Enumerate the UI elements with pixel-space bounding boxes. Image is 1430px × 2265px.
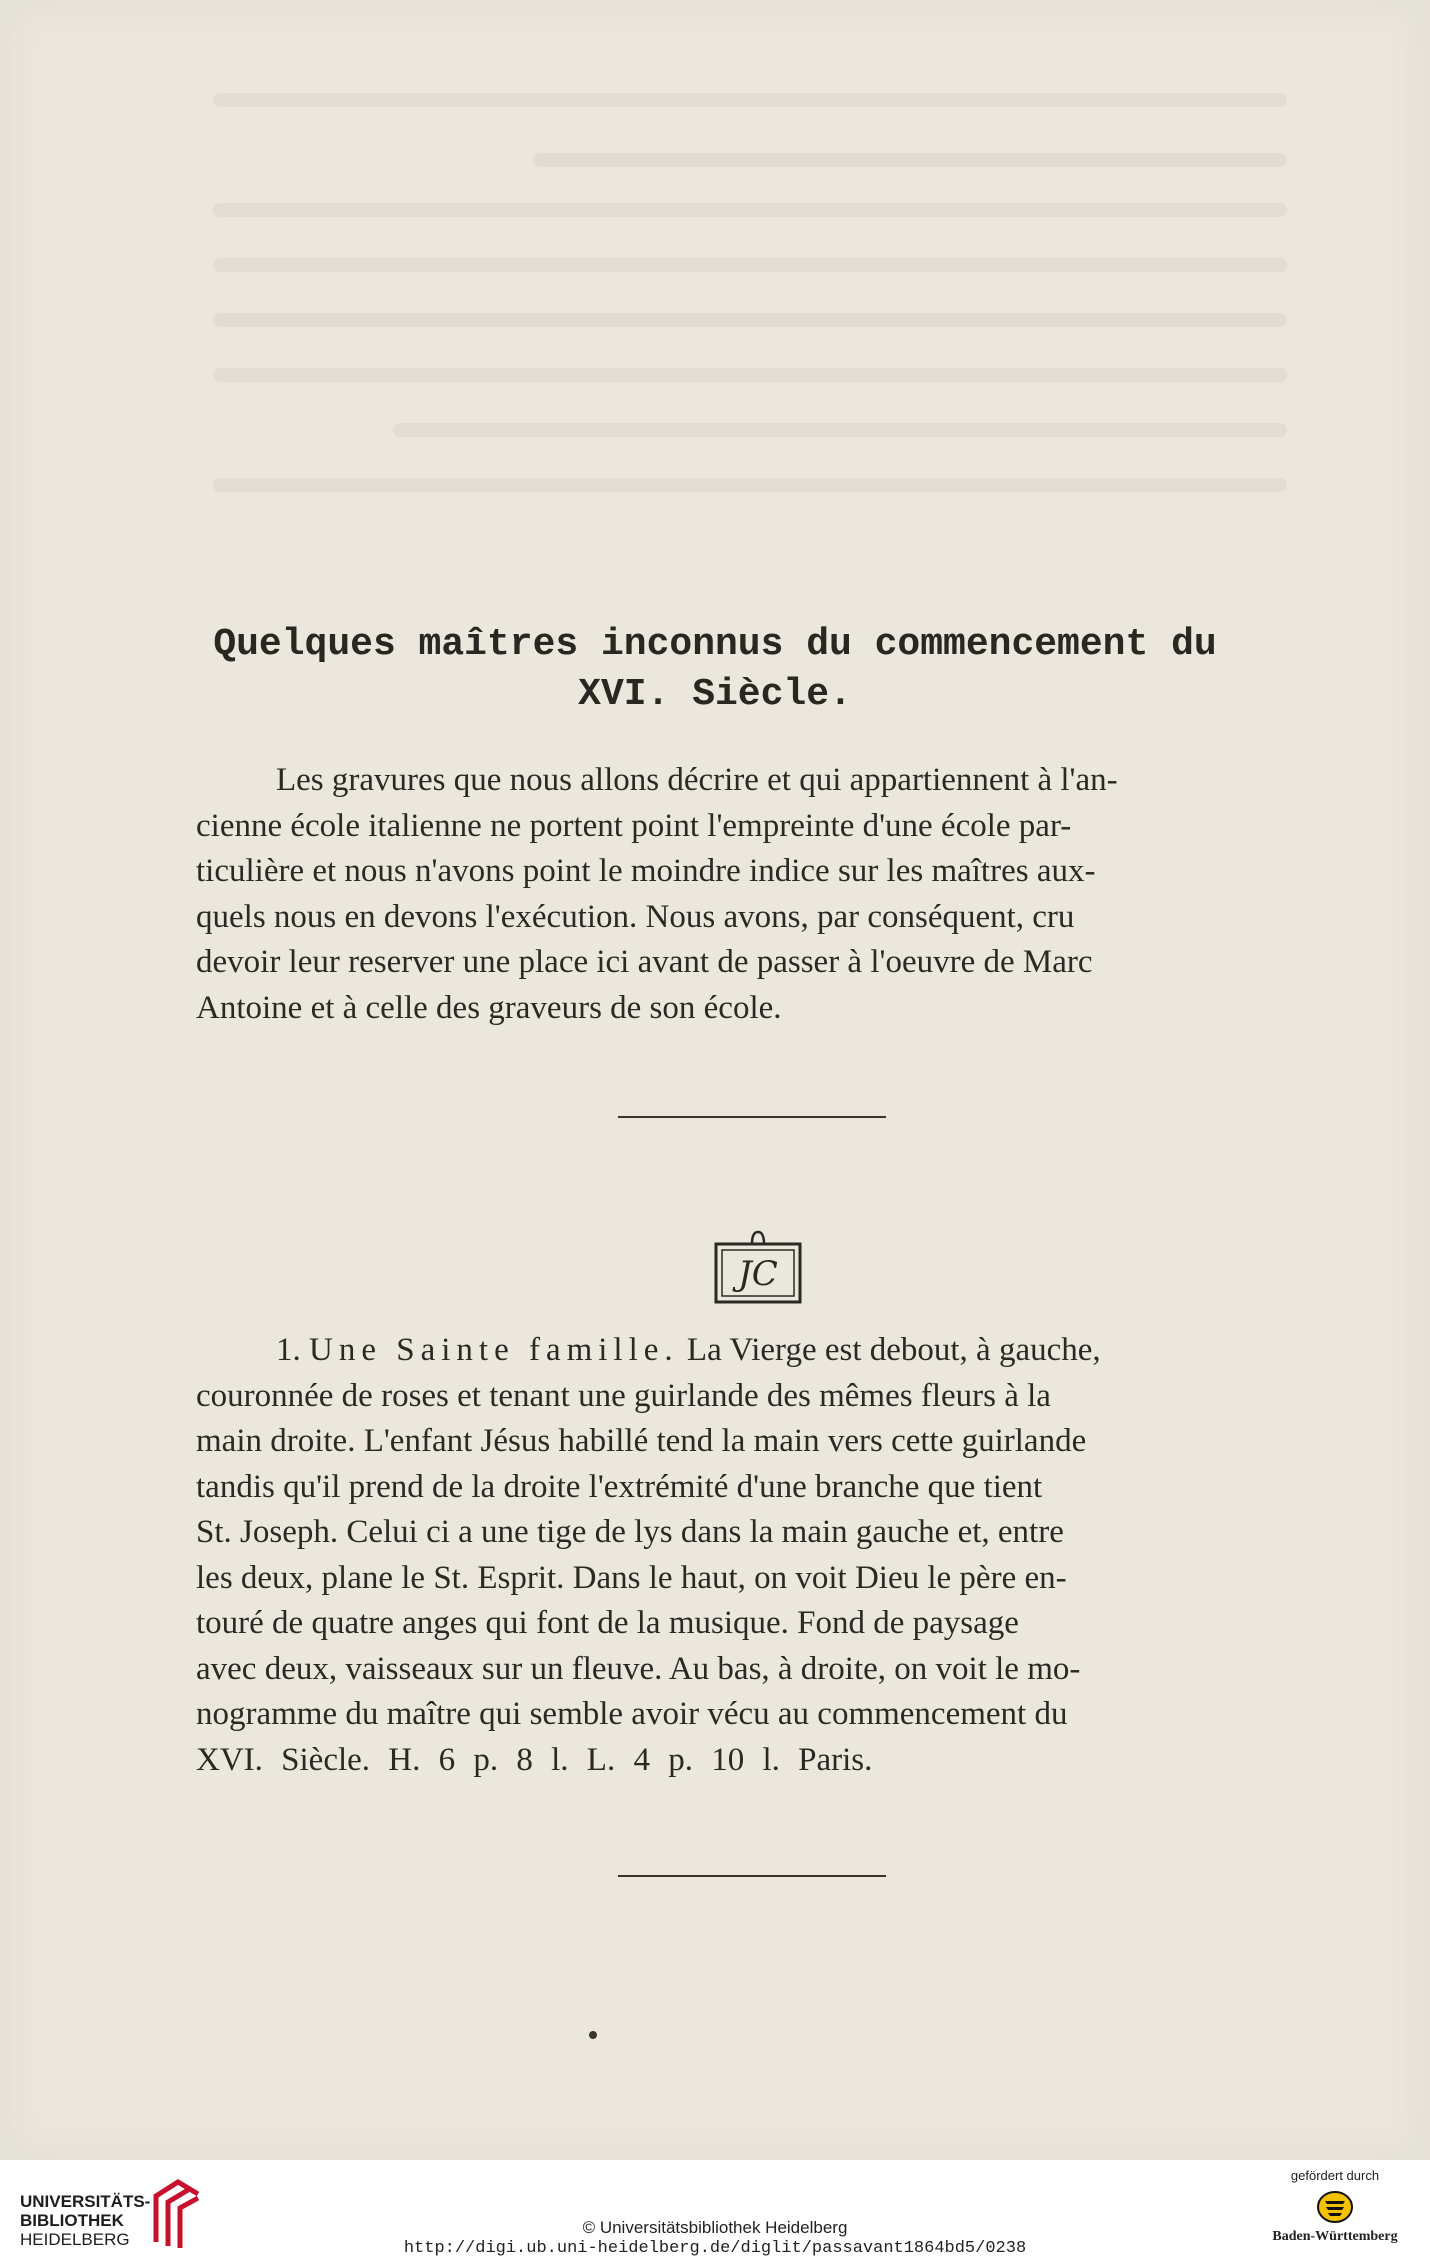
entry-line: avec deux, vaisseaux sur un fleuve. Au bas, à droite, on voit le mo-	[196, 1650, 1081, 1687]
monogram-letters: JC	[738, 1254, 778, 1294]
entry-line: nogramme du maître qui semble avoir vécu au commencement du	[196, 1696, 1068, 1732]
end-divider	[618, 1875, 886, 1877]
page-title	[150, 620, 1280, 720]
entry-line: St. Joseph. Celui ci a une tige de lys dans la main gauche et, entre	[196, 1514, 1064, 1550]
entry-line: couronnée de roses et tenant une guirlande des mêmes fleurs à la	[196, 1377, 1051, 1414]
permalink-url[interactable]: http://digi.ub.uni-heidelberg.de/diglit/passavant1864bd5/0238	[403, 2239, 1027, 2258]
page-mark	[589, 2031, 597, 2039]
intro-line: Les gravures que nous allons décrire et qui appartiennent à l'an-	[276, 762, 1118, 798]
viewer-footer	[0, 2160, 1430, 2265]
intro-line: cienne école italienne ne portent point l'empreinte d'une école par-	[196, 807, 1072, 844]
entry-line: tandis qu'il prend de la droite l'extrémité d'une branche que tient	[196, 1468, 1043, 1505]
entry-line: touré de quatre anges qui font de la musique. Fond de paysage	[196, 1605, 1019, 1641]
sponsor-block	[1260, 2168, 1410, 2245]
title-line-1: Quelques maîtres inconnus du commencement du	[213, 623, 1217, 666]
entry-first-line	[196, 1328, 1308, 1374]
monogram-icon	[712, 1230, 804, 1306]
library-name-line-2: BIBLIOTHEK	[20, 2211, 124, 2230]
state-crest-icon	[1315, 2187, 1355, 2227]
entry-line: les deux, plane le St. Esprit. Dans le haut, on voit Dieu le père en-	[196, 1559, 1067, 1596]
bleed-through-lines	[200, 60, 1300, 520]
monogram-figure	[712, 1230, 804, 1306]
library-name-line-3: HEIDELBERG	[20, 2230, 130, 2249]
catalogue-entry	[196, 1328, 1308, 1783]
library-name-line-1: UNIVERSITÄTS-	[20, 2192, 151, 2211]
bleed-through-texture	[200, 60, 1300, 520]
entry-first-line-rest: La Vierge est debout, à gauche,	[686, 1332, 1101, 1368]
entry-name: Une Sainte famille.	[309, 1332, 679, 1368]
intro-line: quels nous en devons l'exécution. Nous avons, par conséquent, cru	[196, 898, 1075, 935]
intro-line: Antoine et à celle des graveurs de son école.	[196, 989, 782, 1026]
intro-line: ticulière et nous n'avons point le moindre indice sur les maîtres aux-	[196, 853, 1096, 889]
sponsor-name: Baden-Württemberg	[1272, 2229, 1398, 2244]
intro-paragraph	[196, 758, 1308, 1031]
title-line-2: XVI. Siècle.	[578, 673, 852, 716]
section-divider	[618, 1116, 886, 1118]
sponsor-label: gefördert durch	[1290, 2168, 1380, 2183]
entry-line: XVI. Siècle. H. 6 p. 8 l. L. 4 p. 10 l. Paris.	[196, 1741, 873, 1778]
entry-number: 1.	[276, 1332, 301, 1368]
intro-line: devoir leur reserver une place ici avant de passer à l'oeuvre de Marc	[196, 944, 1093, 980]
entry-line: main droite. L'enfant Jésus habillé tend la main vers cette guirlande	[196, 1423, 1087, 1459]
copyright-notice: © Universitätsbibliothek Heidelberg	[582, 2218, 848, 2237]
